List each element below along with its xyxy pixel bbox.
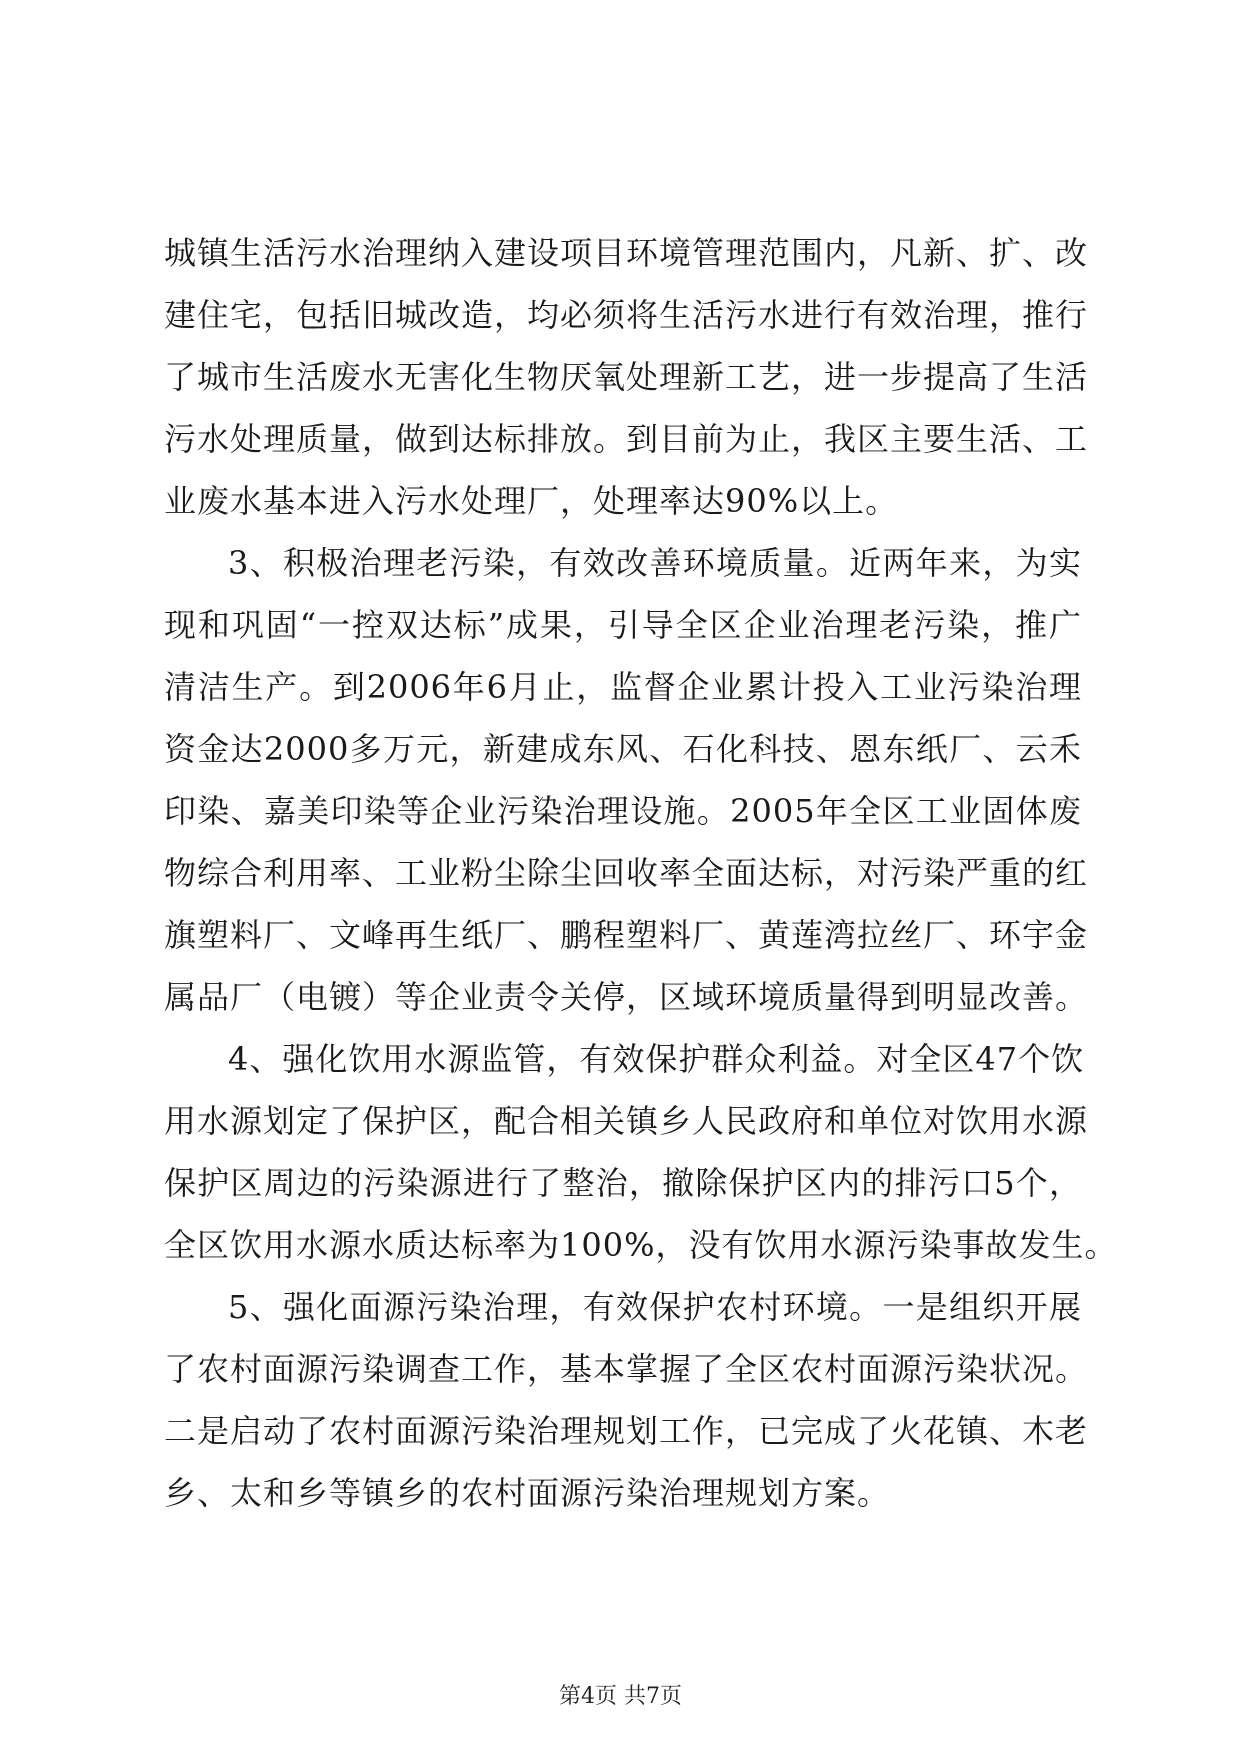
- text-line: 物综合利用率、工业粉尘除尘回收率全面达标，对污染严重的红: [164, 854, 1089, 892]
- paragraph-rural-pollution: [164, 1276, 1089, 1524]
- paragraph-old-pollution: [164, 532, 1089, 1028]
- text-line: 3、积极治理老污染，有效改善环境质量。近两年来，为实: [228, 544, 1082, 582]
- text-line: 乡、太和乡等镇乡的农村面源污染治理规划方案。: [164, 1474, 891, 1512]
- text-line: 全区饮用水源水质达标率为100%，没有饮用水源污染事故发生。: [164, 1226, 1118, 1264]
- page-number: 第4页 共7页: [559, 1684, 682, 1709]
- text-line: 印染、嘉美印染等企业污染治理设施。2005年全区工业固体废: [164, 792, 1082, 830]
- text-line: 4、强化饮用水源监管，有效保护群众利益。对全区47个饮: [228, 1040, 1085, 1078]
- text-line: 旗塑料厂、文峰再生纸厂、鹏程塑料厂、黄莲湾拉丝厂、环宇金: [164, 916, 1089, 954]
- text-line: 了农村面源污染调查工作，基本掌握了全区农村面源污染状况。: [164, 1350, 1089, 1388]
- paragraph-sewage-treatment: [164, 222, 1089, 532]
- text-line: 城镇生活污水治理纳入建设项目环境管理范围内，凡新、扩、改: [164, 234, 1089, 272]
- text-line: 污水处理质量，做到达标排放。到目前为止，我区主要生活、工: [164, 420, 1089, 458]
- text-line: 资金达2000多万元，新建成东风、石化科技、恩东纸厂、云禾: [164, 730, 1082, 768]
- text-line: 二是启动了农村面源污染治理规划工作，已完成了火花镇、木老: [164, 1412, 1089, 1450]
- text-line: 业废水基本进入污水处理厂，处理率达90%以上。: [164, 482, 899, 520]
- text-line: 了城市生活废水无害化生物厌氧处理新工艺，进一步提高了生活: [164, 358, 1089, 396]
- text-line: 清洁生产。到2006年6月止，监督企业累计投入工业污染治理: [164, 668, 1082, 706]
- text-line: 5、强化面源污染治理，有效保护农村环境。一是组织开展: [228, 1288, 1082, 1326]
- document-body: [164, 222, 1118, 1524]
- text-line: 属品厂（电镀）等企业责令关停，区域环境质量得到明显改善。: [164, 978, 1089, 1016]
- text-line: 用水源划定了保护区，配合相关镇乡人民政府和单位对饮用水源: [164, 1102, 1089, 1140]
- text-line: 现和巩固“一控双达标”成果，引导全区企业治理老污染，推广: [164, 606, 1082, 644]
- paragraph-drinking-water: [164, 1028, 1118, 1276]
- text-line: 建住宅，包括旧城改造，均必须将生活污水进行有效治理，推行: [164, 296, 1089, 334]
- text-line: 保护区周边的污染源进行了整治，撤除保护区内的排污口5个，: [164, 1164, 1082, 1202]
